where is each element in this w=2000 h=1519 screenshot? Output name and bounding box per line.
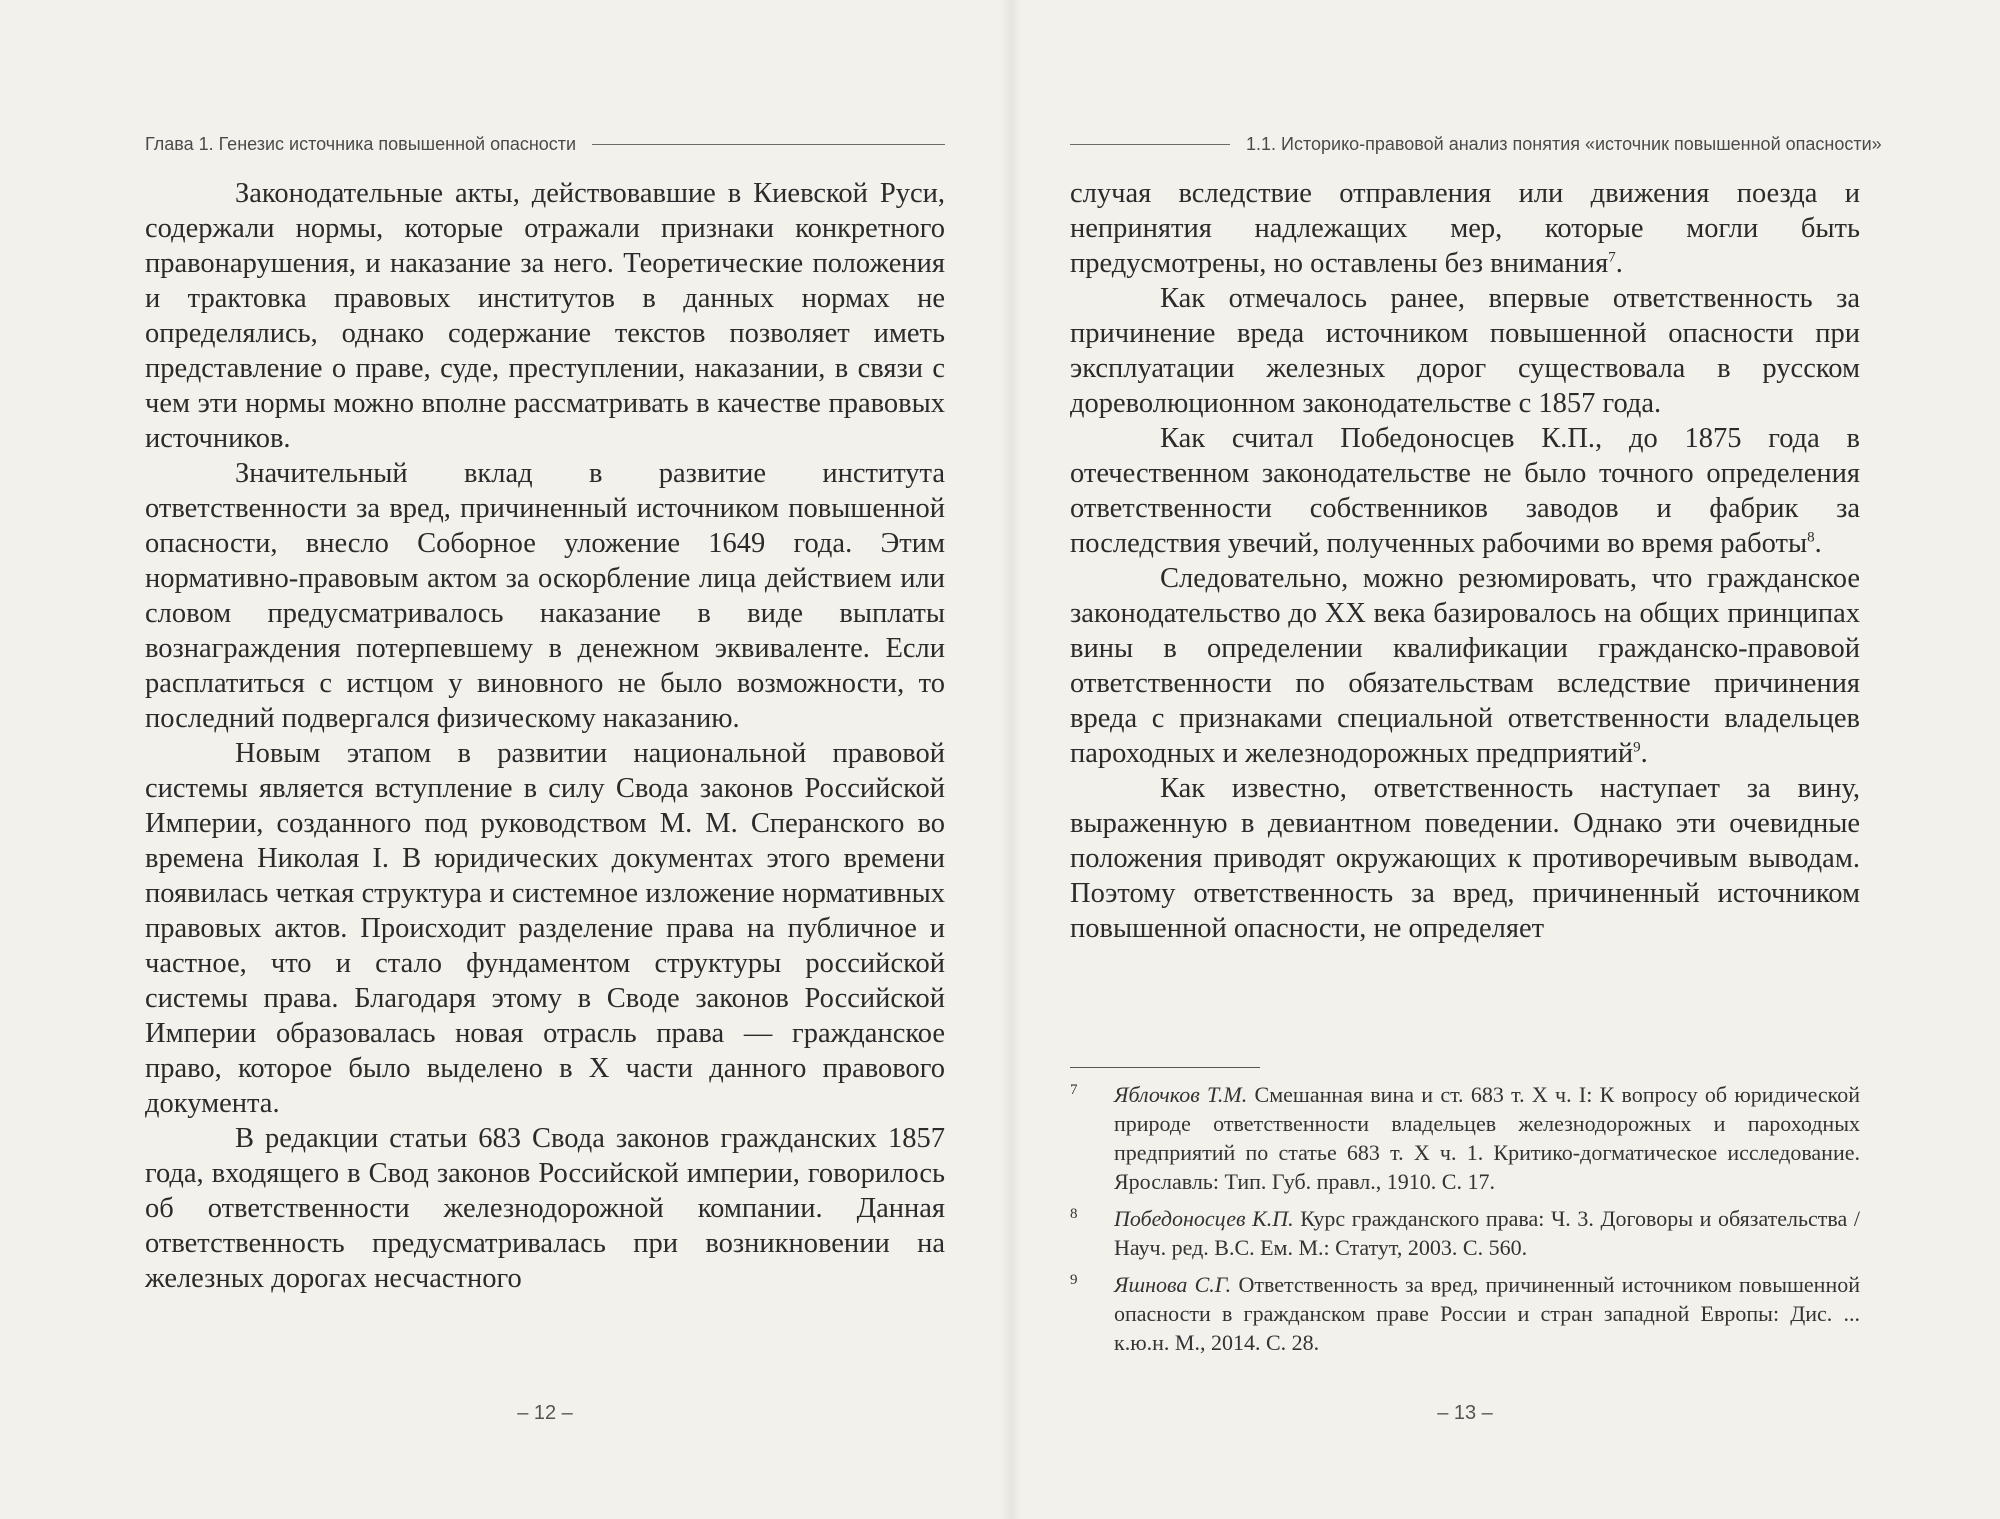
- footnote-ref[interactable]: 7: [1608, 249, 1616, 266]
- footnote-text: [1114, 1204, 1860, 1262]
- paragraph-text: Следовательно, можно резюмировать, что гражданское законодательство до XX века базировалось на общих принципах вины в определении квалификации гражданско-правовой ответственности по обязательствам вследствие причинения вреда с признаками специальной ответственности владельцев пароходных и железнодорожных предприятий: [1070, 563, 1860, 769]
- running-head-text: 1.1. Историко-правовой анализ понятия «источник повышенной опасности»: [1246, 134, 1882, 154]
- paragraph: Законодательные акты, действовавшие в Киевской Руси, содержали нормы, которые отражали признаки конкретного правонарушения, и наказание за него. Теоретические положения и трактовка правовых институтов в данных нормах не определялись, однако содержание текстов позволяет иметь представление о праве, суде, преступлении, наказании, в связи с чем эти нормы можно вполне рассматривать в качестве правовых источников.: [145, 178, 945, 454]
- footnote-ref[interactable]: 8: [1807, 529, 1815, 546]
- running-head-rule: [592, 144, 945, 145]
- footnote-author: Победоносцев К.П.: [1114, 1206, 1294, 1231]
- footnote-body: Ответственность за вред, причиненный источником повышенной опасности в гражданском праве России и стран западной Европы: Дис. ... к.ю.н. М., 2014. С. 28.: [1114, 1272, 1860, 1355]
- running-head-right: [1070, 134, 1882, 155]
- page-gutter: [1000, 0, 1022, 1519]
- footnote-ref[interactable]: 9: [1633, 739, 1641, 756]
- paragraph: Значительный вклад в развитие института ответственности за вред, причиненный источником повышенной опасности, внесло Соборное уложение 1649 года. Этим нормативно-правовым актом за оскорбление лица действием или словом предусматривалось наказание в виде выплаты вознаграждения потерпевшему в денежном эквиваленте. Если расплатиться с истцом у виновного не было возможности, то последний подвергался физическому наказанию.: [145, 458, 945, 734]
- paragraph-text: случая вследствие отправления или движения поезда и непринятия надлежащих мер, которые могли быть предусмотрены, но оставлены без внимания: [1070, 178, 1860, 279]
- paragraph: В редакции статьи 683 Свода законов гражданских 1857 года, входящего в Свод законов Российской империи, говорилось об ответственности железнодорожной компании. Данная ответственность предусматривалась при возникновении на железных дорогах несчастного: [145, 1123, 945, 1294]
- paragraph: Новым этапом в развитии национальной правовой системы является вступление в силу Свода законов Российской Империи, созданного под руководством М. М. Сперанского во времена Николая I. В юридических документах этого времени появилась четкая структура и системное изложение нормативных правовых актов. Происходит разделение права на публичное и частное, что и стало фундаментом структуры российской системы права. Благодаря этому в Своде законов Российской Империи образовалась новая отрасль права — гражданское право, которое было выделено в X части данного правового документа.: [145, 738, 945, 1119]
- footnote-text: [1114, 1080, 1860, 1196]
- running-head-left: [145, 134, 945, 155]
- footnote-author: Яшнова С.Г.: [1114, 1272, 1232, 1297]
- right-page: [1070, 0, 1882, 1519]
- footnote-number: 9: [1070, 1272, 1078, 1288]
- paragraph: Как известно, ответственность наступает за вину, выраженную в девиантном поведении. Однако эти очевидные положения приводят окружающих к противоречивым выводам. Поэтому ответственность за вред, причиненный источником повышенной опасности, не определяет: [1070, 773, 1860, 944]
- footnote-body: Курс гражданского права: Ч. 3. Договоры и обязательства / Науч. ред. В.С. Ем. М.: Статут, 2003. С. 560.: [1114, 1206, 1861, 1260]
- footnote-body: Смешанная вина и ст. 683 т. X ч. I: К вопросу об юридической природе ответственности владельцев железнодорожных и пароходных предприятий по статье 683 т. X ч. 1. Критико-догматическое исследование. Ярославль: Тип. Губ. правл., 1910. С. 17.: [1114, 1082, 1860, 1194]
- footnote-rule: [1070, 1067, 1260, 1068]
- paragraph-tail: .: [1615, 248, 1623, 279]
- footnote: [1070, 1270, 1860, 1357]
- footnote-number: 7: [1070, 1082, 1078, 1098]
- paragraph-tail: .: [1814, 528, 1822, 559]
- footnote: [1070, 1080, 1860, 1196]
- left-body-text: [145, 176, 945, 1296]
- footnote: [1070, 1204, 1860, 1262]
- footnotes: [1070, 1080, 1860, 1365]
- left-page: [145, 0, 945, 1519]
- footnote-author: Яблочков Т.М.: [1114, 1082, 1248, 1107]
- paragraph: [1070, 176, 1860, 281]
- paragraph: Как отмечалось ранее, впервые ответственность за причинение вреда источником повышенной опасности при эксплуатации железных дорог существовала в русском дореволюционном законодательстве с 1857 года.: [1070, 283, 1860, 419]
- page-number-right: – 13 –: [1437, 1402, 1493, 1424]
- paragraph-text: Как считал Победоносцев К.П., до 1875 года в отечественном законодательстве не было точного определения ответственности собственников заводов и фабрик за последствия увечий, полученных рабочими во время работы: [1070, 423, 1860, 559]
- running-head-rule: [1070, 144, 1230, 145]
- paragraph-tail: .: [1640, 738, 1648, 769]
- right-body-text: [1070, 176, 1860, 946]
- footnote-text: [1114, 1270, 1860, 1357]
- paragraph: [1070, 561, 1860, 771]
- page-number-left: – 12 –: [517, 1402, 573, 1424]
- paragraph: [1070, 421, 1860, 561]
- running-head-text: Глава 1. Генезис источника повышенной опасности: [145, 134, 577, 154]
- footnote-number: 8: [1070, 1206, 1078, 1222]
